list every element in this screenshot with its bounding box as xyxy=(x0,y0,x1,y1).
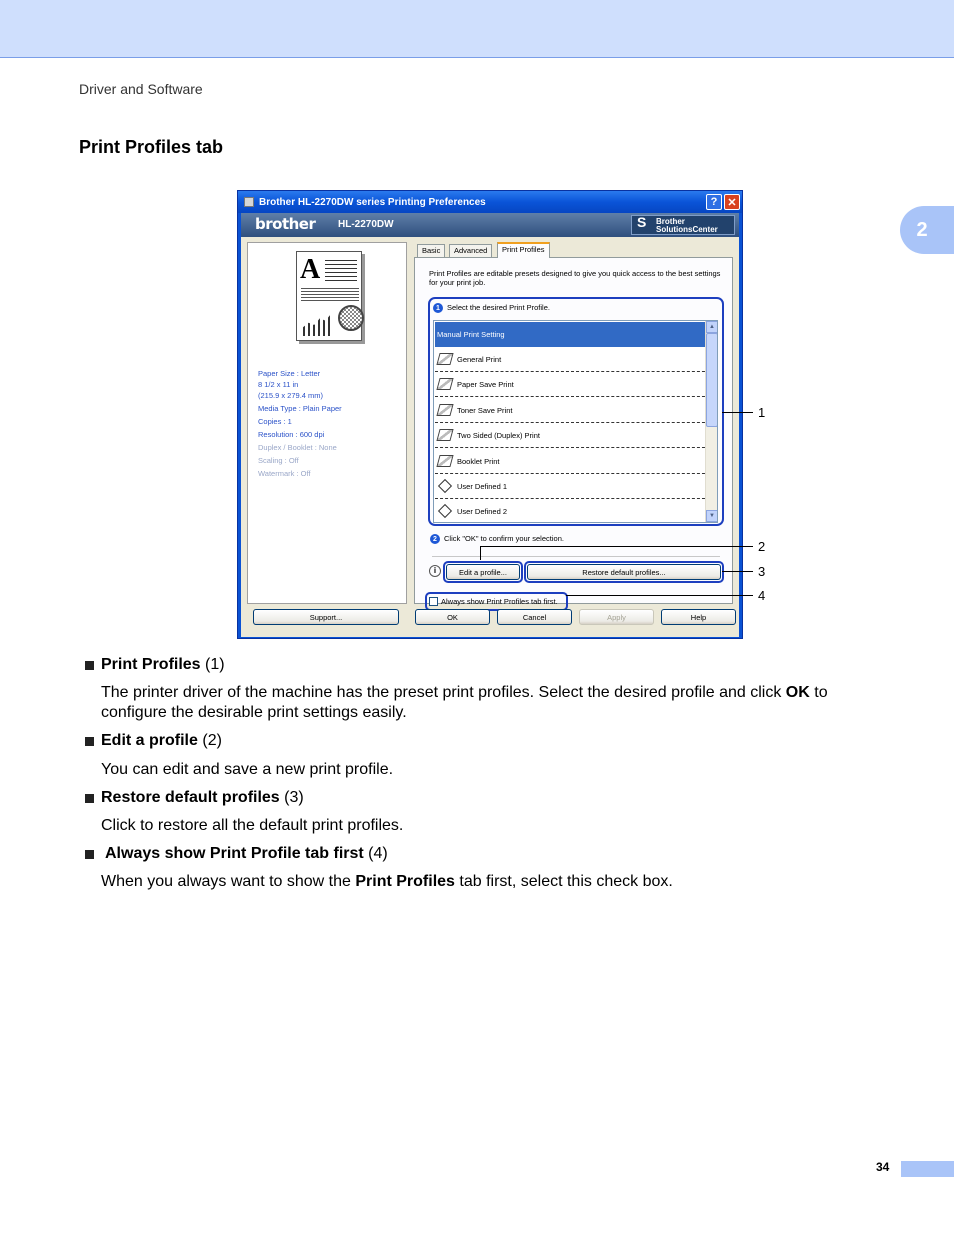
intro-text: Print Profiles are editable presets designed to give you quick access to the best settings for your print job. xyxy=(429,269,721,287)
desc-bold: Print Profiles xyxy=(355,873,455,890)
list-item[interactable] xyxy=(435,423,710,448)
list-item-label: User Defined 1 xyxy=(457,481,508,491)
list-scrollbar[interactable] xyxy=(705,321,717,522)
tab-print-profiles[interactable]: Print Profiles xyxy=(497,242,550,258)
scaling: Scaling : Off xyxy=(258,456,299,465)
desc-text: tab first, select this check box. xyxy=(454,873,673,890)
paper-size: Paper Size : Letter xyxy=(258,369,321,378)
diamond-icon xyxy=(438,504,452,518)
tab-basic[interactable]: Basic xyxy=(417,244,445,257)
callout-4: 4 xyxy=(758,588,766,603)
profile-icon xyxy=(436,455,453,467)
callout-2: 2 xyxy=(758,539,766,554)
dialog-titlebar xyxy=(238,191,742,213)
tab-advanced[interactable]: Advanced xyxy=(449,244,492,257)
confirm-text: Click "OK" to confirm your selection. xyxy=(444,534,564,543)
model-name: HL-2270DW xyxy=(338,219,394,230)
divider xyxy=(432,556,720,557)
solutions-s-icon: S xyxy=(637,214,647,230)
bullet-title: Restore default profiles xyxy=(101,789,280,806)
list-item-label: Paper Save Print xyxy=(457,379,514,389)
help-title-button[interactable]: ? xyxy=(706,194,722,210)
printer-icon xyxy=(244,197,254,207)
desc-text: to configure the desirable print settings easily. xyxy=(101,684,828,721)
profile-list[interactable] xyxy=(433,320,718,523)
breadcrumb: Driver and Software xyxy=(79,81,203,97)
page-preview-icon: A xyxy=(296,251,366,345)
cancel-button[interactable]: Cancel xyxy=(497,609,572,625)
info-icon: i xyxy=(429,565,441,577)
select-profile-text: Select the desired Print Profile. xyxy=(447,303,550,312)
list-item[interactable] xyxy=(435,499,710,523)
watermark: Watermark : Off xyxy=(258,469,311,478)
bullet-num: (2) xyxy=(202,732,222,749)
list-item[interactable]: Manual Print Setting xyxy=(435,322,710,347)
dialog-title: Brother HL-2270DW series Printing Preferences xyxy=(259,196,486,208)
always-show-row[interactable] xyxy=(429,597,558,606)
settings-summary xyxy=(258,368,404,481)
bullet-square-icon xyxy=(85,850,94,859)
page-number: 34 xyxy=(876,1160,890,1174)
copies: Copies : 1 xyxy=(258,417,292,426)
profile-icon xyxy=(436,429,453,441)
bullet-num: (3) xyxy=(284,789,304,806)
desc-text: When you always want to show the xyxy=(101,873,356,890)
paper-mm: (215.9 x 279.4 mm) xyxy=(258,391,324,400)
edit-profile-button[interactable]: Edit a profile... xyxy=(446,564,520,580)
callout-3: 3 xyxy=(758,564,766,579)
scroll-down-icon[interactable]: ▼ xyxy=(706,510,718,522)
callout-line-2-drop xyxy=(480,546,481,560)
solutions-center-button[interactable] xyxy=(631,215,735,235)
list-item-label: Toner Save Print xyxy=(457,405,513,415)
bullet-title: Edit a profile xyxy=(101,732,198,749)
magnifier-icon xyxy=(338,305,364,331)
description-always-show xyxy=(101,872,891,892)
list-item-label: User Defined 2 xyxy=(457,507,508,516)
close-title-button[interactable]: ✕ xyxy=(724,194,740,210)
bullet-num: (4) xyxy=(368,845,388,862)
step-1-icon: 1 xyxy=(433,303,443,313)
step-2-icon: 2 xyxy=(430,534,440,544)
desc-bold: OK xyxy=(785,684,810,701)
diamond-icon xyxy=(438,479,452,493)
select-profile-label xyxy=(433,303,550,313)
bullet-title: Print Profiles xyxy=(101,656,201,673)
callout-1: 1 xyxy=(758,405,766,420)
scroll-up-icon[interactable]: ▲ xyxy=(706,321,718,333)
bullet-restore-defaults xyxy=(85,789,304,807)
footer-band xyxy=(901,1161,954,1177)
always-show-checkbox[interactable] xyxy=(429,597,438,606)
help-button[interactable]: Help xyxy=(661,609,736,625)
list-item[interactable] xyxy=(435,398,710,423)
brother-logo: brother xyxy=(255,215,316,233)
solutions-line2: SolutionsCenter xyxy=(656,225,718,234)
confirm-label xyxy=(430,534,564,544)
bullet-square-icon xyxy=(85,661,94,670)
media-type: Media Type : Plain Paper xyxy=(258,404,342,413)
list-item-label: Two Sided (Duplex) Print xyxy=(457,430,540,440)
bullet-always-show xyxy=(85,845,388,863)
list-item[interactable] xyxy=(435,372,710,397)
callout-line-3 xyxy=(722,571,753,572)
always-show-label: Always show Print Profiles tab first. xyxy=(441,597,558,606)
scroll-thumb[interactable] xyxy=(706,333,718,427)
duplex: Duplex / Booklet : None xyxy=(258,443,337,452)
list-item-label: General Print xyxy=(457,354,502,364)
profile-icon xyxy=(436,353,453,365)
bullet-square-icon xyxy=(85,794,94,803)
callout-line-1 xyxy=(722,412,753,413)
callout-line-4 xyxy=(566,595,753,596)
bullet-num: (1) xyxy=(205,656,225,673)
printing-preferences-dialog xyxy=(237,190,743,639)
dialog-client xyxy=(241,213,739,637)
description-edit-profile: You can edit and save a new print profile. xyxy=(101,761,394,778)
support-button[interactable]: Support... xyxy=(253,609,399,625)
list-item-label: Booklet Print xyxy=(457,456,500,466)
profile-icon xyxy=(436,378,453,390)
section-title: Print Profiles tab xyxy=(79,137,224,157)
description-restore-defaults: Click to restore all the default print profiles. xyxy=(101,817,404,834)
apply-button[interactable]: Apply xyxy=(579,609,654,625)
description-print-profiles xyxy=(101,683,891,723)
resolution: Resolution : 600 dpi xyxy=(258,430,325,439)
desc-text: The printer driver of the machine has the preset print profiles. Select the desired profile and click xyxy=(101,684,786,701)
print-profiles-panel xyxy=(414,257,733,604)
header-band xyxy=(0,0,954,58)
restore-defaults-button[interactable]: Restore default profiles... xyxy=(527,564,721,580)
chapter-tab: 2 xyxy=(900,206,954,254)
list-item[interactable] xyxy=(435,347,710,372)
callout-line-2 xyxy=(480,546,753,547)
list-item[interactable] xyxy=(435,449,710,474)
profile-group xyxy=(428,297,724,526)
solutions-line1: Brother xyxy=(656,217,685,226)
paper-dims: 8 1/2 x 11 in xyxy=(258,380,299,389)
preview-panel xyxy=(247,242,407,622)
brand-bar xyxy=(241,213,739,237)
bullet-edit-profile xyxy=(85,732,222,750)
list-item[interactable] xyxy=(435,474,710,499)
bullet-print-profiles xyxy=(85,656,225,674)
bullet-title: Always show Print Profile tab first xyxy=(105,845,364,862)
bullet-square-icon xyxy=(85,737,94,746)
profile-icon xyxy=(436,404,453,416)
ok-button[interactable]: OK xyxy=(415,609,490,625)
